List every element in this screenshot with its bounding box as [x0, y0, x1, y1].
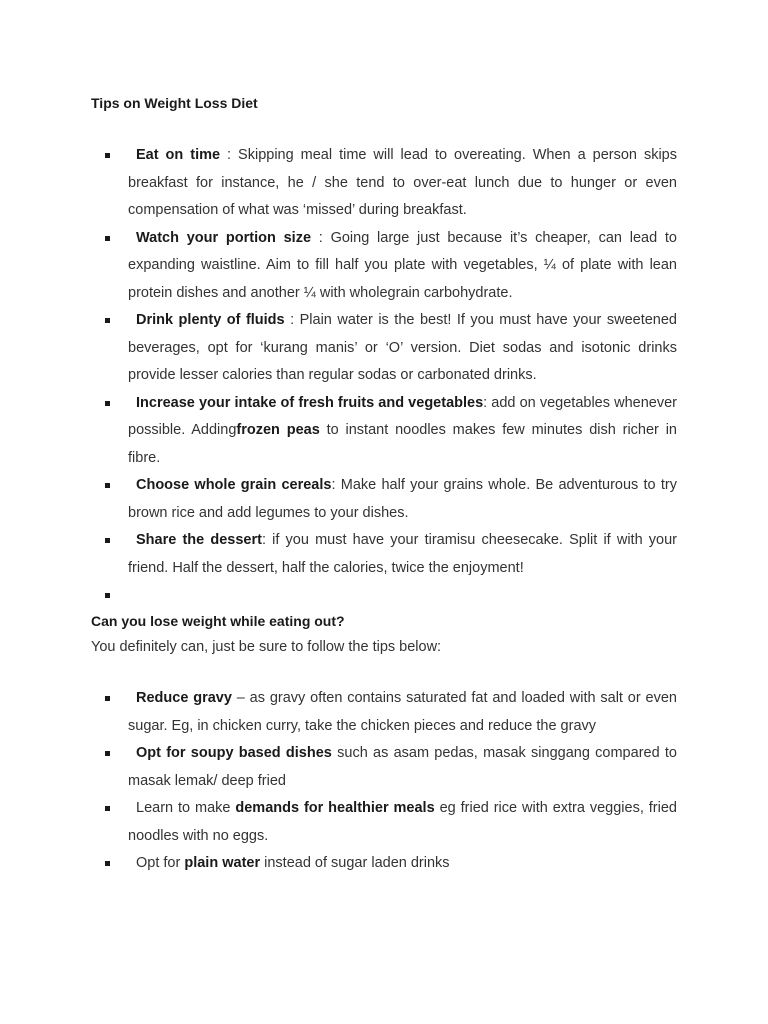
eating-out-tips-list	[0, 685, 768, 878]
list-item	[0, 685, 677, 740]
tip-heading: Eat on time	[136, 147, 221, 163]
tip-text: – as gravy often contains saturated fat and loaded with salt or even sugar. Eg, in chicken curry, take the chicken pieces and reduce the gravy	[128, 690, 677, 734]
tip-text: to instant noodles makes few minutes dish richer in fibre.	[128, 422, 677, 466]
section-intro: You definitely can, just be sure to follow the tips below:	[91, 639, 442, 655]
tip-text: : Going large just because it’s cheaper, can lead to expanding waistline. Aim to fill half you plate with vegetables, ¼ of plate with lean protein dishes and another ¼ with wholegrain carbohydrate.	[128, 229, 677, 301]
square-bullet-icon	[105, 593, 110, 598]
tip-heading: Choose whole grain cereals	[136, 477, 332, 493]
list-item	[0, 225, 677, 308]
square-bullet-icon	[105, 318, 110, 323]
list-item	[0, 142, 677, 225]
list-item	[0, 390, 677, 473]
tip-text: : if you must have your tiramisu cheesecake. Split if with your friend. Half the dessert, half the calories, twice the enjoyment!	[128, 532, 677, 576]
document-title: Tips on Weight Loss Diet	[91, 95, 258, 111]
tip-heading: Reduce gravy	[136, 690, 232, 706]
section-heading: Can you lose weight while eating out?	[91, 613, 345, 629]
tip-emphasis: plain water	[184, 855, 261, 871]
tip-heading: Share the dessert	[136, 532, 262, 548]
tip-text: Learn to make	[136, 800, 236, 816]
tip-heading: Increase your intake of fresh fruits and vegetables	[136, 394, 484, 411]
list-item	[0, 740, 677, 795]
list-item	[0, 795, 677, 850]
square-bullet-icon	[105, 483, 110, 488]
tip-heading: Opt for soupy based dishes	[136, 745, 332, 761]
tip-text: such as asam pedas, masak singgang compared to masak lemak/ deep fried	[128, 745, 677, 789]
tip-text: eg fried rice with extra veggies, fried noodles with no eggs.	[128, 800, 677, 844]
square-bullet-icon	[105, 236, 110, 241]
list-item	[0, 850, 677, 878]
tip-text: : Make half your grains whole. Be adventurous to try brown rice and add legumes to your dishes.	[128, 477, 677, 521]
list-item	[0, 307, 677, 390]
empty-list-item	[0, 582, 677, 609]
square-bullet-icon	[105, 401, 110, 406]
tip-heading: Watch your portion size	[136, 229, 312, 246]
tip-emphasis: frozen peas	[236, 422, 320, 438]
tip-text: : add on vegetables whenever possible. Adding	[128, 394, 677, 438]
list-item	[0, 472, 677, 527]
square-bullet-icon	[105, 861, 110, 866]
list-item	[0, 527, 677, 582]
tip-text: instead of sugar laden drinks	[260, 855, 450, 871]
tip-text: : Skipping meal time will lead to overeating. When a person skips breakfast for instance, he / she tend to over-eat lunch due to hunger or even compensation of what was ‘missed’ during breakfast.	[128, 147, 677, 218]
square-bullet-icon	[105, 696, 110, 701]
tip-heading: Drink plenty of fluids	[136, 312, 285, 328]
weight-loss-tips-list	[0, 142, 768, 609]
square-bullet-icon	[105, 751, 110, 756]
square-bullet-icon	[105, 806, 110, 811]
tip-emphasis: demands for healthier meals	[235, 800, 435, 816]
tip-text: : Plain water is the best! If you must have your sweetened beverages, opt for ‘kurang manis’ or ‘O’ version. Diet sodas and isotonic drinks provide lesser calories than regular sodas or carbonated drinks.	[128, 312, 677, 383]
tip-text: Opt for	[136, 855, 185, 871]
square-bullet-icon	[105, 153, 110, 158]
square-bullet-icon	[105, 538, 110, 543]
